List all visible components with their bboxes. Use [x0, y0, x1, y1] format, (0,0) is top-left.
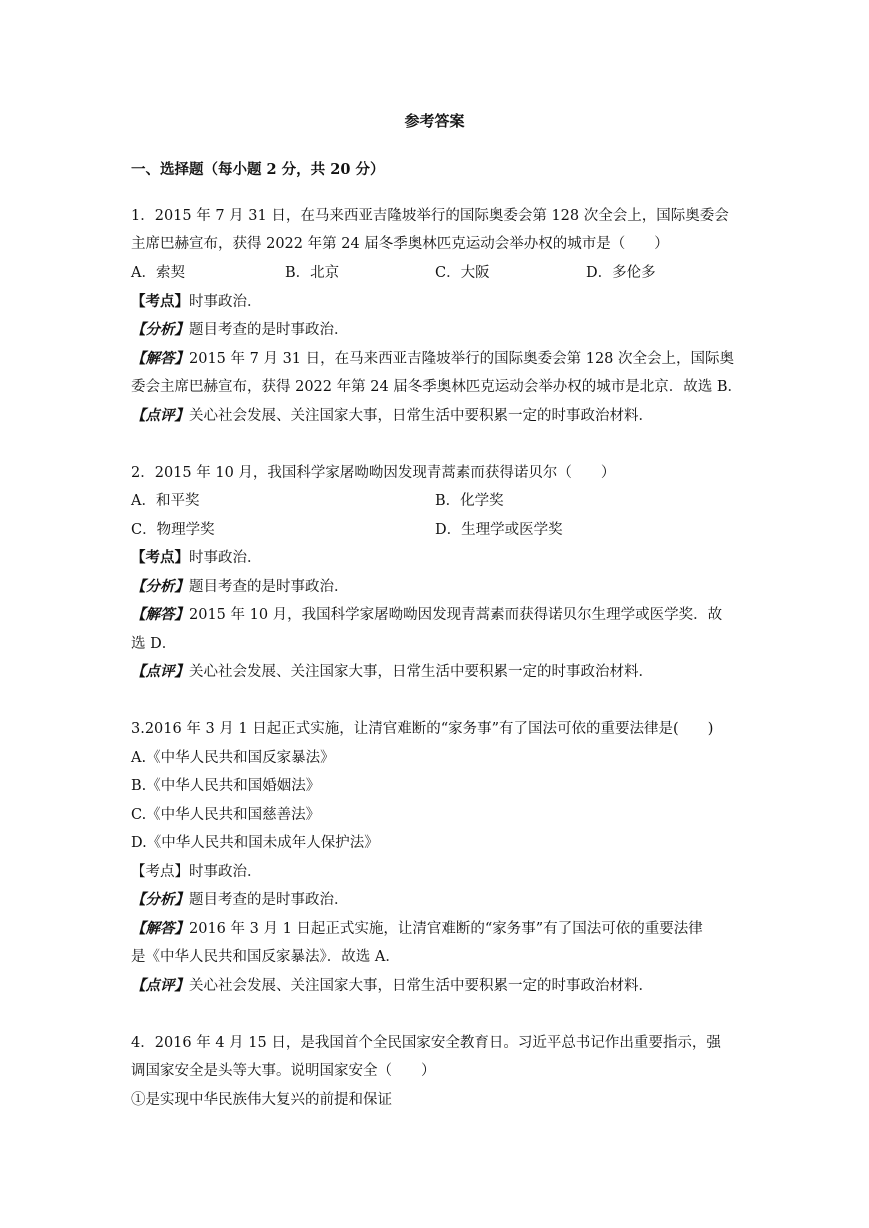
jieda-label: 【解答】 — [131, 606, 189, 623]
q1-jieda-line1 — [131, 349, 734, 369]
kaodian-text: 时事政治． — [189, 550, 262, 566]
kaodian-label: 【考点】 — [131, 293, 189, 310]
jieda-label: 【解答】 — [131, 350, 189, 367]
fenxi-text: 题目考查的是时事政治． — [189, 579, 349, 595]
kaodian-text: 时事政治． — [189, 864, 262, 880]
q1-option-c: C．大阪 — [435, 265, 490, 281]
page-title: 参考答案 — [404, 112, 465, 130]
dianping-text: 关心社会发展、关注国家大事，日常生活中要积累一定的时事政治材料． — [189, 978, 653, 994]
q1-jieda-line2: 委会主席巴赫宣布，获得 2022 年第 24 届冬季奥林匹克运动会举办权的城市是北京．故选 B． — [131, 379, 743, 395]
q3-option-a: A.《中华人民共和国反家暴法》 — [131, 750, 335, 766]
q1-dianping — [131, 406, 653, 426]
q1-option-d: D．多伦多 — [586, 265, 656, 281]
kaodian-label: 【考点】 — [131, 549, 189, 566]
jieda-text: 2015 年 7 月 31 日，在马来西亚吉隆坡举行的国际奥委会第 128 次全会上，国际奥 — [189, 351, 735, 367]
q4-stem-line1: 4．2016 年 4 月 15 日，是我国首个全民国家安全教育日。习近平总书记作出重要指示，强 — [131, 1035, 721, 1051]
q1-stem-line1: 1．2015 年 7 月 31 日，在马来西亚吉隆坡举行的国际奥委会第 128 次全会上，国际奥委会 — [131, 208, 729, 224]
dianping-text: 关心社会发展、关注国家大事，日常生活中要积累一定的时事政治材料． — [189, 408, 653, 424]
dianping-text: 关心社会发展、关注国家大事，日常生活中要积累一定的时事政治材料． — [189, 664, 653, 680]
q3-option-d: D.《中华人民共和国未成年人保护法》 — [131, 835, 379, 851]
jieda-text: 2016 年 3 月 1 日起正式实施，让清官难断的“家务事”有了国法可依的重要法律 — [189, 921, 703, 937]
fenxi-label: 【分析】 — [131, 891, 189, 908]
q1-stem-line2: 主席巴赫宣布，获得 2022 年第 24 届冬季奥林匹克运动会举办权的城市是（ ） — [131, 236, 669, 252]
q3-option-c: C.《中华人民共和国慈善法》 — [131, 807, 321, 823]
q2-option-a: A．和平奖 — [131, 493, 200, 509]
kaodian-label: 【考点】 — [131, 864, 189, 880]
fenxi-label: 【分析】 — [131, 321, 189, 338]
q2-fenxi — [131, 577, 349, 597]
q1-fenxi — [131, 320, 349, 340]
fenxi-text: 题目考查的是时事政治． — [189, 322, 349, 338]
q2-jieda-line1 — [131, 605, 722, 625]
q2-stem: 2．2015 年 10 月，我国科学家屠呦呦因发现青蒿素而获得诺贝尔（ ） — [131, 465, 616, 481]
q2-option-b: B．化学奖 — [435, 493, 504, 509]
kaodian-text: 时事政治． — [189, 294, 262, 310]
q4-stem-line2: 调国家安全是头等大事。说明国家安全（ ） — [131, 1063, 436, 1079]
dianping-label: 【点评】 — [131, 663, 189, 680]
q3-dianping — [131, 976, 653, 996]
fenxi-label: 【分析】 — [131, 578, 189, 595]
q3-fenxi — [131, 890, 349, 910]
q2-dianping — [131, 662, 653, 682]
dianping-label: 【点评】 — [131, 407, 189, 424]
fenxi-text: 题目考查的是时事政治． — [189, 892, 349, 908]
q3-jieda-line1 — [131, 919, 703, 939]
q3-kaodian — [131, 862, 262, 882]
q4-item-1: ①是实现中华民族伟大复兴的前提和保证 — [131, 1092, 392, 1108]
q1-option-b: B．北京 — [285, 265, 340, 281]
jieda-label: 【解答】 — [131, 920, 189, 937]
q2-option-d: D．生理学或医学奖 — [435, 522, 563, 538]
q2-option-c: C．物理学奖 — [131, 522, 215, 538]
q1-kaodian — [131, 292, 262, 312]
section-heading: 一、选择题（每小题 2 分，共 20 分） — [131, 161, 385, 178]
q3-option-b: B.《中华人民共和国婚姻法》 — [131, 778, 321, 794]
dianping-label: 【点评】 — [131, 977, 189, 994]
jieda-text: 2015 年 10 月，我国科学家屠呦呦因发现青蒿素而获得诺贝尔生理学或医学奖．故 — [189, 607, 723, 623]
q3-jieda-line2: 是《中华人民共和国反家暴法》．故选 A． — [131, 949, 400, 965]
q3-stem: 3.2016 年 3 月 1 日起正式实施，让清官难断的“家务事”有了国法可依的重要法律是( ) — [131, 721, 714, 737]
q2-kaodian — [131, 548, 262, 568]
q2-jieda-line2: 选 D． — [131, 636, 177, 652]
q1-option-a: A．索契 — [131, 265, 185, 281]
